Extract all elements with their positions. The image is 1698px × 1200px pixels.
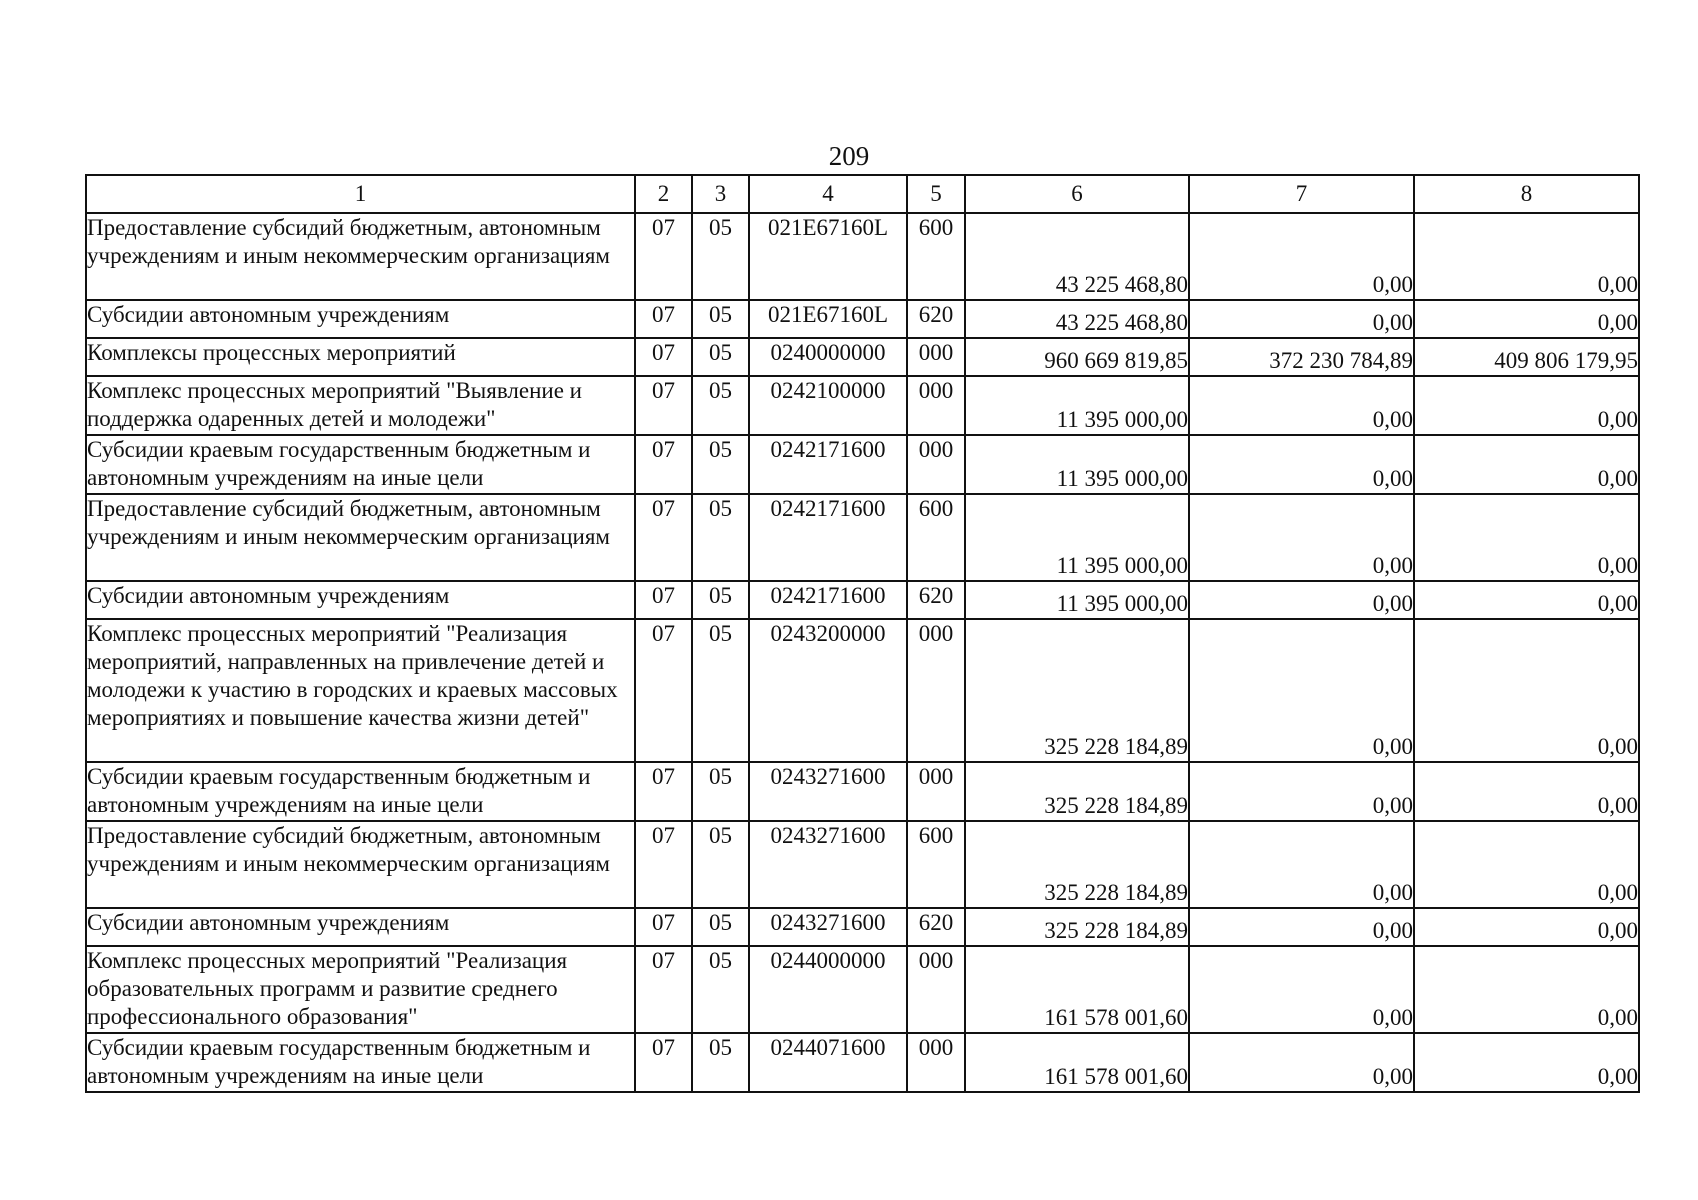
subsection-code: 05 — [692, 908, 749, 946]
table-row — [86, 300, 1639, 338]
target-article-code: 0242171600 — [749, 581, 907, 619]
table-header — [86, 175, 1639, 213]
item-name: Субсидии автономным учреждениям — [86, 908, 635, 946]
section-code: 07 — [635, 376, 692, 435]
column-header-7: 7 — [1189, 175, 1414, 213]
target-article-code: 0244000000 — [749, 946, 907, 1033]
section-code: 07 — [635, 1033, 692, 1092]
table-row — [86, 946, 1639, 1033]
section-code: 07 — [635, 300, 692, 338]
item-name: Субсидии краевым государственным бюджетным и автономным учреждениям на иные цели — [86, 1033, 635, 1092]
amount-col6: 325 228 184,89 — [965, 908, 1189, 946]
item-name: Комплекс процессных мероприятий "Выявление и поддержка одаренных детей и молодежи" — [86, 376, 635, 435]
amount-col8: 0,00 — [1414, 946, 1639, 1033]
amount-col8: 0,00 — [1414, 908, 1639, 946]
amount-col7: 0,00 — [1189, 821, 1414, 908]
amount-col8: 0,00 — [1414, 762, 1639, 821]
item-name: Субсидии автономным учреждениям — [86, 581, 635, 619]
target-article-code: 021E67160L — [749, 300, 907, 338]
page-number: 209 — [828, 141, 870, 171]
subsection-code: 05 — [692, 946, 749, 1033]
expense-type-code: 620 — [907, 908, 965, 946]
amount-col7: 0,00 — [1189, 494, 1414, 581]
target-article-code: 021E67160L — [749, 213, 907, 300]
amount-col8: 0,00 — [1414, 376, 1639, 435]
expense-type-code: 000 — [907, 338, 965, 376]
expense-type-code: 600 — [907, 821, 965, 908]
amount-col6: 960 669 819,85 — [965, 338, 1189, 376]
expense-type-code: 000 — [907, 376, 965, 435]
target-article-code: 0240000000 — [749, 338, 907, 376]
column-header-1: 1 — [86, 175, 635, 213]
section-code: 07 — [635, 908, 692, 946]
amount-col6: 11 395 000,00 — [965, 494, 1189, 581]
item-name: Комплекс процессных мероприятий "Реализация образовательных программ и развитие среднего профессионального образования" — [86, 946, 635, 1033]
amount-col6: 11 395 000,00 — [965, 376, 1189, 435]
amount-col7: 0,00 — [1189, 435, 1414, 494]
column-header-8: 8 — [1414, 175, 1639, 213]
item-name: Комплексы процессных мероприятий — [86, 338, 635, 376]
subsection-code: 05 — [692, 300, 749, 338]
expense-type-code: 620 — [907, 581, 965, 619]
amount-col7: 0,00 — [1189, 376, 1414, 435]
table-row — [86, 338, 1639, 376]
section-code: 07 — [635, 821, 692, 908]
amount-col6: 11 395 000,00 — [965, 435, 1189, 494]
amount-col7: 0,00 — [1189, 581, 1414, 619]
section-code: 07 — [635, 946, 692, 1033]
amount-col8: 0,00 — [1414, 581, 1639, 619]
section-code: 07 — [635, 619, 692, 762]
expense-type-code: 000 — [907, 1033, 965, 1092]
table-row — [86, 435, 1639, 494]
subsection-code: 05 — [692, 1033, 749, 1092]
amount-col8: 0,00 — [1414, 494, 1639, 581]
expense-type-code: 000 — [907, 946, 965, 1033]
amount-col7: 0,00 — [1189, 908, 1414, 946]
target-article-code: 0243200000 — [749, 619, 907, 762]
subsection-code: 05 — [692, 338, 749, 376]
table-row — [86, 908, 1639, 946]
column-header-4: 4 — [749, 175, 907, 213]
column-header-3: 3 — [692, 175, 749, 213]
amount-col8: 0,00 — [1414, 1033, 1639, 1092]
subsection-code: 05 — [692, 619, 749, 762]
expense-type-code: 600 — [907, 494, 965, 581]
target-article-code: 0243271600 — [749, 821, 907, 908]
target-article-code: 0243271600 — [749, 908, 907, 946]
expense-type-code: 000 — [907, 435, 965, 494]
amount-col7: 0,00 — [1189, 762, 1414, 821]
expense-type-code: 600 — [907, 213, 965, 300]
expense-type-code: 000 — [907, 762, 965, 821]
item-name: Субсидии краевым государственным бюджетным и автономным учреждениям на иные цели — [86, 762, 635, 821]
item-name: Субсидии автономным учреждениям — [86, 300, 635, 338]
table-body — [86, 213, 1639, 1092]
item-name: Предоставление субсидий бюджетным, автономным учреждениям и иным некоммерческим организациям — [86, 494, 635, 581]
expense-type-code: 000 — [907, 619, 965, 762]
amount-col8: 0,00 — [1414, 300, 1639, 338]
amount-col8: 0,00 — [1414, 435, 1639, 494]
amount-col7: 0,00 — [1189, 300, 1414, 338]
amount-col6: 43 225 468,80 — [965, 213, 1189, 300]
subsection-code: 05 — [692, 213, 749, 300]
budget-table — [85, 174, 1640, 1093]
header-row — [86, 175, 1639, 213]
subsection-code: 05 — [692, 494, 749, 581]
amount-col7: 372 230 784,89 — [1189, 338, 1414, 376]
item-name: Комплекс процессных мероприятий "Реализация мероприятий, направленных на привлечение детей и молодежи к участию в городских и краевых массовых мероприятиях и повышение качества жизни детей" — [86, 619, 635, 762]
section-code: 07 — [635, 581, 692, 619]
target-article-code: 0244071600 — [749, 1033, 907, 1092]
amount-col6: 325 228 184,89 — [965, 762, 1189, 821]
target-article-code: 0243271600 — [749, 762, 907, 821]
table-row — [86, 494, 1639, 581]
section-code: 07 — [635, 338, 692, 376]
subsection-code: 05 — [692, 376, 749, 435]
table-row — [86, 821, 1639, 908]
target-article-code: 0242100000 — [749, 376, 907, 435]
amount-col6: 161 578 001,60 — [965, 1033, 1189, 1092]
amount-col7: 0,00 — [1189, 946, 1414, 1033]
section-code: 07 — [635, 435, 692, 494]
amount-col6: 325 228 184,89 — [965, 821, 1189, 908]
amount-col7: 0,00 — [1189, 1033, 1414, 1092]
table-row — [86, 762, 1639, 821]
table-row — [86, 213, 1639, 300]
table-row — [86, 581, 1639, 619]
item-name: Субсидии краевым государственным бюджетным и автономным учреждениям на иные цели — [86, 435, 635, 494]
amount-col6: 43 225 468,80 — [965, 300, 1189, 338]
section-code: 07 — [635, 762, 692, 821]
target-article-code: 0242171600 — [749, 494, 907, 581]
table-row — [86, 619, 1639, 762]
table-row — [86, 1033, 1639, 1092]
column-header-5: 5 — [907, 175, 965, 213]
expense-type-code: 620 — [907, 300, 965, 338]
amount-col6: 161 578 001,60 — [965, 946, 1189, 1033]
amount-col6: 325 228 184,89 — [965, 619, 1189, 762]
column-header-6: 6 — [965, 175, 1189, 213]
item-name: Предоставление субсидий бюджетным, автономным учреждениям и иным некоммерческим организациям — [86, 821, 635, 908]
amount-col6: 11 395 000,00 — [965, 581, 1189, 619]
subsection-code: 05 — [692, 821, 749, 908]
subsection-code: 05 — [692, 435, 749, 494]
amount-col8: 0,00 — [1414, 619, 1639, 762]
amount-col7: 0,00 — [1189, 213, 1414, 300]
amount-col8: 0,00 — [1414, 213, 1639, 300]
subsection-code: 05 — [692, 762, 749, 821]
subsection-code: 05 — [692, 581, 749, 619]
column-header-2: 2 — [635, 175, 692, 213]
section-code: 07 — [635, 213, 692, 300]
target-article-code: 0242171600 — [749, 435, 907, 494]
table-row — [86, 376, 1639, 435]
section-code: 07 — [635, 494, 692, 581]
item-name: Предоставление субсидий бюджетным, автономным учреждениям и иным некоммерческим организациям — [86, 213, 635, 300]
amount-col7: 0,00 — [1189, 619, 1414, 762]
amount-col8: 0,00 — [1414, 821, 1639, 908]
amount-col8: 409 806 179,95 — [1414, 338, 1639, 376]
